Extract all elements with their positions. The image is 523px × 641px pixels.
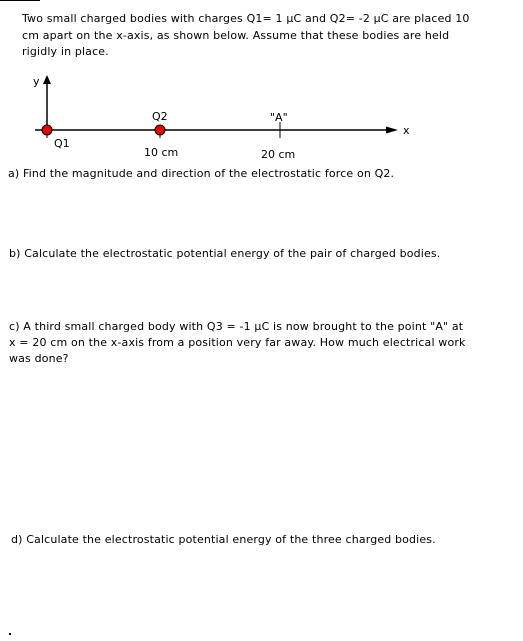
problem-statement bbox=[22, 11, 514, 61]
question-c-line-2: x = 20 cm on the x-axis from a position very far away. How much electrical work bbox=[9, 336, 466, 349]
x-axis-label: x bbox=[403, 124, 410, 137]
question-c-line-1: c) A third small charged body with Q3 = -1 μC is now brought to the point "A" at bbox=[9, 320, 464, 333]
problem-line-1: Two small charged bodies with charges Q1= 1 μC and Q2= -2 μC are placed 10 bbox=[22, 12, 470, 25]
point-a-label: "A" bbox=[270, 111, 288, 124]
question-c bbox=[9, 319, 521, 367]
q1-label: Q1 bbox=[54, 137, 70, 150]
question-d: d) Calculate the electrostatic potential energy of the three charged bodies. bbox=[11, 533, 436, 546]
problem-line-3: rigidly in place. bbox=[22, 45, 109, 58]
charge-diagram bbox=[0, 70, 523, 165]
y-axis-label: y bbox=[33, 75, 40, 88]
question-c-line-3: was done? bbox=[9, 352, 69, 365]
q2-charge-dot bbox=[155, 125, 165, 135]
question-b: b) Calculate the electrostatic potential energy of the pair of charged bodies. bbox=[9, 247, 441, 260]
q2-label: Q2 bbox=[152, 110, 168, 123]
question-a: a) Find the magnitude and direction of the electrostatic force on Q2. bbox=[8, 167, 395, 180]
y-axis-arrow-icon bbox=[43, 75, 51, 84]
x-axis-arrow-icon bbox=[386, 127, 398, 134]
q1-charge-dot bbox=[42, 125, 52, 135]
distance-20cm-label: 20 cm bbox=[261, 148, 296, 161]
top-rule bbox=[0, 0, 40, 1]
distance-10cm-label: 10 cm bbox=[144, 146, 179, 159]
problem-line-2: cm apart on the x-axis, as shown below. Assume that these bodies are held bbox=[22, 28, 450, 42]
stray-dot bbox=[9, 633, 11, 635]
